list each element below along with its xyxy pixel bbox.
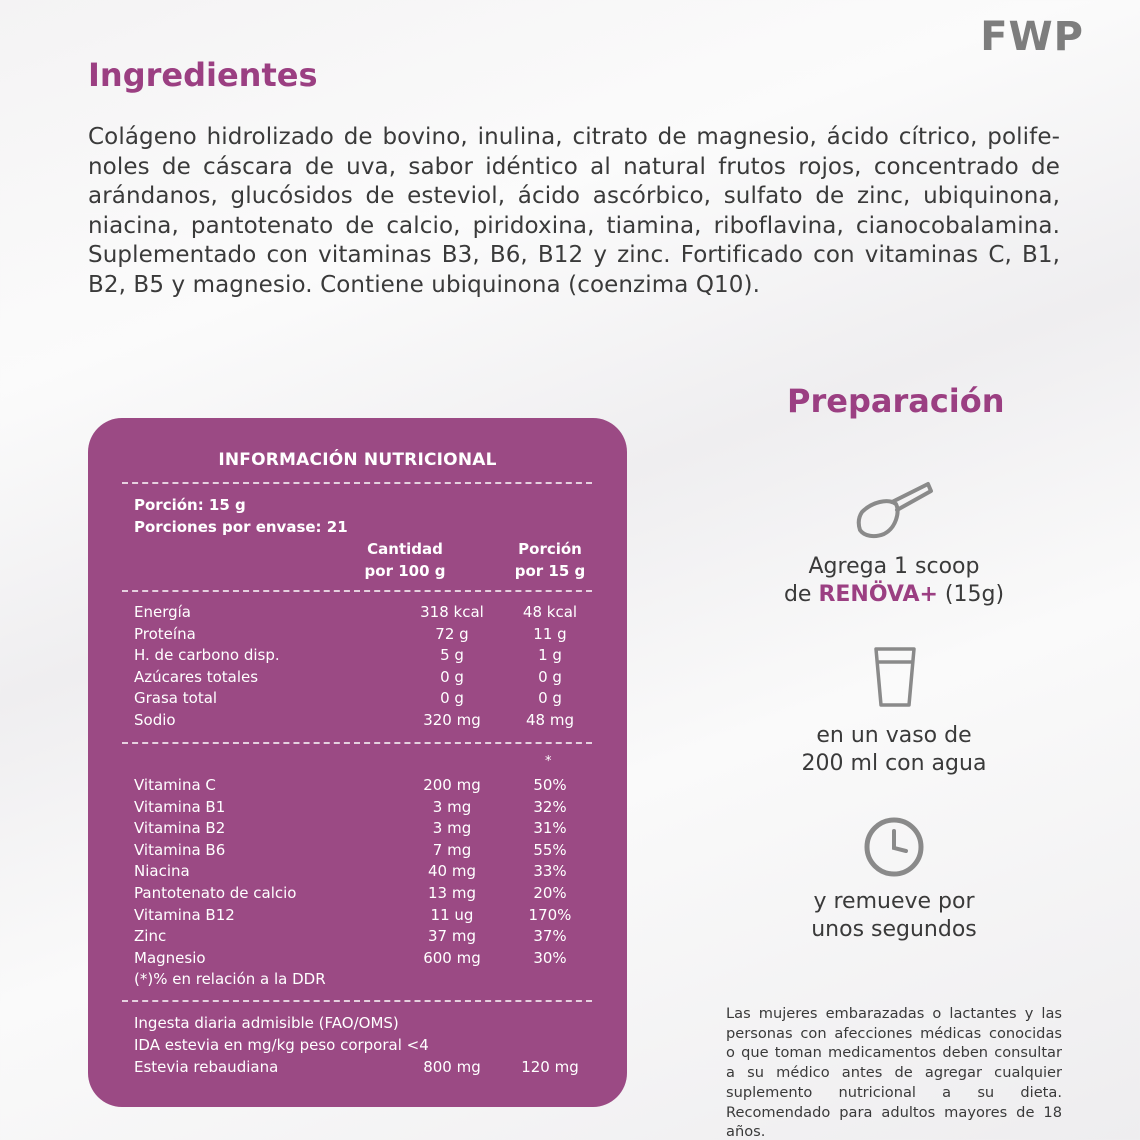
brand-name: RENÖVA+ bbox=[818, 582, 938, 607]
amount-per-100g: 0 g bbox=[440, 667, 464, 686]
nutrient-name: Magnesio bbox=[134, 948, 206, 967]
table-row bbox=[134, 819, 594, 841]
table-row bbox=[134, 776, 594, 798]
nutrient-name: Vitamina B1 bbox=[134, 797, 226, 816]
table-row-stevia: Estevia rebaudiana 800 mg 120 mg bbox=[134, 1058, 579, 1076]
step-3-text: y remueve por unos segundos bbox=[811, 889, 977, 942]
nutrient-name: Pantotenato de calcio bbox=[134, 884, 297, 902]
servings-per-container: Porciones por envase: 21 bbox=[134, 518, 348, 536]
amount-per-100g: 5 g bbox=[440, 646, 464, 665]
amount-per-portion: 50% bbox=[533, 776, 567, 794]
amount-per-100g: 200 mg bbox=[423, 776, 481, 794]
ida-title: Ingesta diaria admisible (FAO/OMS) bbox=[134, 1014, 399, 1032]
amount-per-portion: 31% bbox=[533, 819, 567, 838]
amount-per-100g: 72 g bbox=[435, 624, 469, 643]
amount-per-portion: 37% bbox=[533, 927, 567, 946]
ddr-note: (*)% en relación a la DDR bbox=[134, 970, 326, 988]
ingredients-title: Ingredientes bbox=[88, 56, 318, 94]
ida-subtitle: IDA estevia en mg/kg peso corporal <4 bbox=[134, 1036, 429, 1054]
nutrient-name: Azúcares totales bbox=[134, 667, 259, 686]
nutrient-name: Vitamina B6 bbox=[134, 840, 226, 859]
amount-per-portion: 33% bbox=[533, 862, 567, 881]
nutrient-name: Energía bbox=[134, 603, 191, 621]
amount-per-100g: 3 mg bbox=[432, 819, 472, 838]
nutrient-name: Niacina bbox=[134, 862, 190, 881]
amount-per-100g: 11 ug bbox=[430, 905, 474, 924]
column-header-amount: Cantidad por 100 g bbox=[364, 540, 446, 580]
clock-icon bbox=[862, 815, 926, 879]
amount-per-portion: 1 g bbox=[538, 646, 562, 665]
table-row bbox=[134, 711, 594, 733]
table-row bbox=[134, 862, 594, 884]
table-row bbox=[134, 625, 594, 647]
nutrient-name: Zinc bbox=[134, 927, 167, 946]
divider bbox=[122, 590, 592, 592]
preparation-title: Preparación bbox=[787, 382, 1005, 420]
amount-per-100g: 0 g bbox=[440, 689, 464, 708]
portion-size: Porción: 15 g bbox=[134, 496, 246, 514]
scoop-icon bbox=[852, 478, 936, 544]
divider bbox=[122, 742, 592, 744]
amount-per-portion: 170% bbox=[528, 905, 572, 924]
amount-per-portion: 30% bbox=[533, 948, 567, 967]
nutrient-name: H. de carbono disp. bbox=[134, 646, 280, 665]
fwp-logo: FWP bbox=[980, 14, 1084, 60]
table-row bbox=[134, 646, 594, 668]
amount-per-100g: 13 mg bbox=[428, 884, 476, 902]
ingredients-text: Colágeno hidrolizado de bovino, inulina, citrato de magnesio, ácido cítrico, polife-noles de cáscara de uva, sabor idéntico al natural frutos rojos, concentrado de arándanos, glucósidos de esteviol, ácido ascórbico, sulfato de zinc, ubiquinona, niacina, pantotenato de calcio, piridoxina, tiamina, riboflavina, cianocobalamina. Suplementado con vitaminas B3, B6, B12 y zinc. Fortificado con vitaminas C, B1, B2, B5 y magnesio. Contiene ubiquinona (coenzima Q10). bbox=[88, 124, 1060, 298]
table-row bbox=[134, 603, 594, 625]
table-row bbox=[134, 841, 594, 863]
amount-per-portion: 11 g bbox=[533, 624, 567, 643]
glass-icon bbox=[873, 646, 917, 708]
amount-per-portion: 32% bbox=[533, 797, 567, 816]
amount-per-100g: 40 mg bbox=[428, 862, 476, 881]
nutrient-name: Grasa total bbox=[134, 689, 218, 708]
nutrient-name: Vitamina C bbox=[134, 776, 216, 794]
table-row bbox=[134, 927, 594, 949]
amount-per-100g: 37 mg bbox=[428, 927, 476, 946]
amount-per-portion: 0 g bbox=[538, 667, 562, 686]
nutrition-title: INFORMACIÓN NUTRICIONAL bbox=[218, 450, 497, 470]
nutrient-name: Vitamina B12 bbox=[134, 905, 235, 924]
disclaimer-text: Las mujeres embarazadas o lactantes y las personas con afecciones médicas conocidas o que toman medicamentos deben consultar a su médico antes de agregar cualquier suplemento nutricional a su dieta. Recomendado para adultos mayores de 18 años. bbox=[726, 1005, 1062, 1140]
amount-per-portion: 48 mg bbox=[526, 711, 574, 729]
table-row bbox=[134, 884, 594, 906]
step-1-text: Agrega 1 scoop de RENÖVA+ (15g) bbox=[783, 554, 1005, 607]
amount-per-portion: 48 kcal bbox=[522, 603, 578, 621]
amount-per-100g: 320 mg bbox=[423, 711, 481, 729]
divider bbox=[122, 1000, 592, 1002]
nutrient-name: Sodio bbox=[134, 711, 176, 729]
amount-per-100g: 318 kcal bbox=[420, 603, 484, 621]
nutrient-name: Vitamina B2 bbox=[134, 819, 226, 838]
column-header-portion: Porción por 15 g bbox=[514, 540, 586, 580]
amount-per-portion: 55% bbox=[533, 840, 567, 859]
amount-per-100g: 7 mg bbox=[432, 840, 472, 859]
table-row bbox=[134, 949, 594, 971]
nutrition-panel bbox=[88, 418, 627, 1107]
divider bbox=[122, 482, 592, 484]
amount-per-portion: 20% bbox=[533, 884, 567, 902]
amount-per-100g: 600 mg bbox=[423, 948, 481, 967]
table-row bbox=[134, 906, 594, 928]
table-row bbox=[134, 668, 594, 690]
table-row bbox=[134, 798, 594, 820]
step-2-text: en un vaso de 200 ml con agua bbox=[801, 723, 987, 776]
table-row bbox=[134, 689, 594, 711]
ddr-asterisk: * bbox=[545, 754, 552, 769]
nutrient-name: Proteína bbox=[134, 624, 196, 643]
amount-per-100g: 3 mg bbox=[432, 797, 472, 816]
amount-per-portion: 0 g bbox=[538, 689, 562, 708]
